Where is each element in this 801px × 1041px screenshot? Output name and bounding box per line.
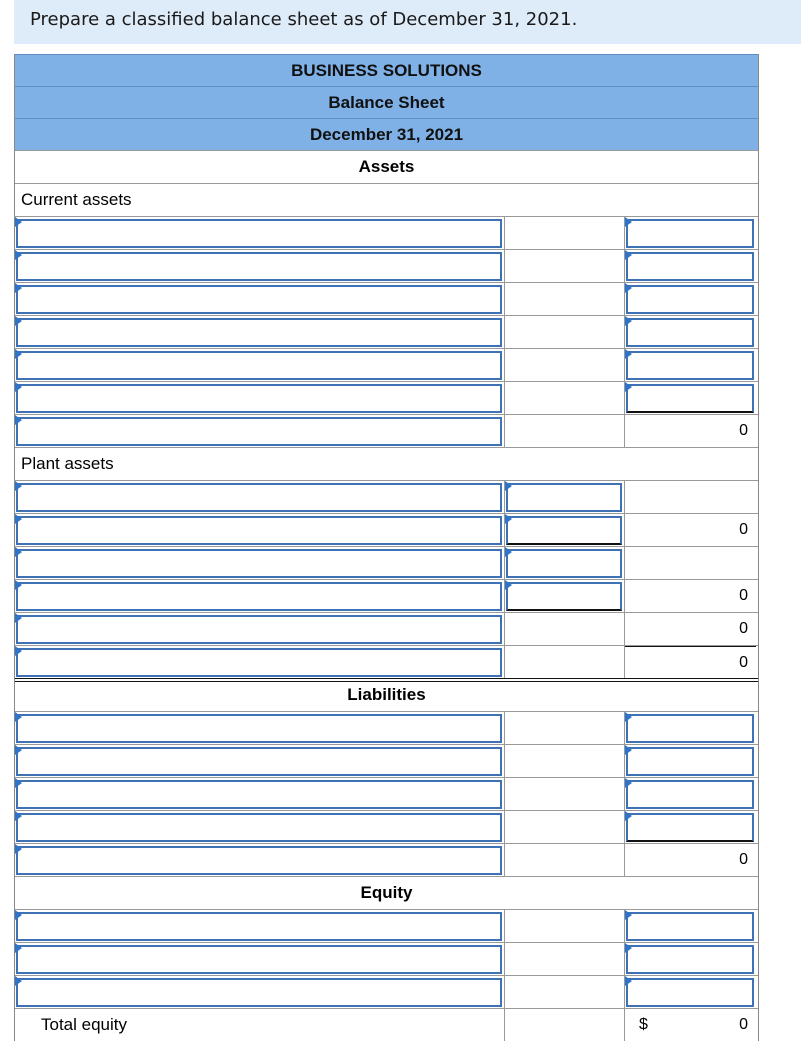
dropdown-marker-icon: [15, 514, 22, 524]
amount-input[interactable]: [626, 912, 754, 941]
dropdown-marker-icon: [15, 250, 22, 260]
total-label-input[interactable]: [16, 417, 502, 446]
total-label-input[interactable]: [16, 648, 502, 677]
current-asset-row: [15, 381, 758, 414]
dropdown-marker-icon: [15, 382, 22, 392]
dropdown-marker-icon: [15, 415, 22, 425]
company-name: BUSINESS SOLUTIONS: [15, 54, 758, 86]
account-name-input[interactable]: [16, 747, 502, 776]
total-assets-value: 0: [739, 654, 748, 671]
account-name-input[interactable]: [16, 483, 502, 512]
dropdown-marker-icon: [625, 217, 632, 227]
account-name-input[interactable]: [16, 813, 502, 842]
liability-row: [15, 744, 758, 777]
liability-row: [15, 777, 758, 810]
total-label-input[interactable]: [16, 846, 502, 875]
liability-row: [15, 810, 758, 843]
liabilities-total-row: [15, 843, 758, 876]
dropdown-marker-icon: [15, 910, 22, 920]
plant-assets-total: 0: [739, 620, 748, 637]
liabilities-heading: Liabilities: [15, 678, 758, 711]
account-name-input[interactable]: [16, 780, 502, 809]
account-name-input[interactable]: [16, 714, 502, 743]
current-asset-row: [15, 216, 758, 249]
instruction-banner: [14, 0, 801, 44]
dropdown-marker-icon: [15, 778, 22, 788]
statement-date: December 31, 2021: [15, 118, 758, 150]
dropdown-marker-icon: [15, 217, 22, 227]
current-asset-row: [15, 282, 758, 315]
account-name-input[interactable]: [16, 549, 502, 578]
dropdown-marker-icon: [625, 712, 632, 722]
amount-input[interactable]: [626, 285, 754, 314]
balance-sheet-table: [14, 54, 759, 1041]
total-assets-row: [15, 645, 758, 678]
plant-asset-row: [15, 546, 758, 579]
plant-asset-row: [15, 513, 758, 546]
plant-net-value: 0: [739, 587, 748, 604]
dropdown-marker-icon: [15, 844, 22, 854]
current-assets-total: 0: [739, 422, 748, 439]
statement-title: Balance Sheet: [15, 86, 758, 118]
dropdown-marker-icon: [15, 613, 22, 623]
dropdown-marker-icon: [15, 811, 22, 821]
amount-input[interactable]: [506, 516, 622, 545]
amount-input[interactable]: [506, 582, 622, 611]
dropdown-marker-icon: [15, 580, 22, 590]
instruction-text: Prepare a classified balance sheet as of December 31, 2021.: [30, 9, 578, 30]
dropdown-marker-icon: [15, 316, 22, 326]
amount-input[interactable]: [626, 384, 754, 413]
total-equity-value: 0: [739, 1016, 748, 1033]
dropdown-marker-icon: [15, 283, 22, 293]
account-name-input[interactable]: [16, 582, 502, 611]
dropdown-marker-icon: [625, 778, 632, 788]
plant-assets-label: Plant assets: [15, 447, 758, 480]
dropdown-marker-icon: [15, 745, 22, 755]
dropdown-marker-icon: [625, 283, 632, 293]
dropdown-marker-icon: [505, 547, 512, 557]
amount-input[interactable]: [626, 252, 754, 281]
dropdown-marker-icon: [15, 481, 22, 491]
dropdown-marker-icon: [15, 349, 22, 359]
account-name-input[interactable]: [16, 252, 502, 281]
account-name-input[interactable]: [16, 285, 502, 314]
amount-input[interactable]: [626, 318, 754, 347]
dropdown-marker-icon: [15, 976, 22, 986]
total-label-input[interactable]: [16, 615, 502, 644]
dropdown-marker-icon: [505, 481, 512, 491]
dropdown-marker-icon: [625, 943, 632, 953]
current-assets-label: Current assets: [15, 183, 758, 216]
assets-heading: Assets: [15, 150, 758, 183]
equity-heading: Equity: [15, 876, 758, 909]
account-name-input[interactable]: [16, 945, 502, 974]
equity-row: [15, 942, 758, 975]
account-name-input[interactable]: [16, 912, 502, 941]
account-name-input[interactable]: [16, 384, 502, 413]
dropdown-marker-icon: [625, 349, 632, 359]
amount-input[interactable]: [626, 714, 754, 743]
amount-input[interactable]: [626, 978, 754, 1007]
account-name-input[interactable]: [16, 318, 502, 347]
amount-input[interactable]: [626, 945, 754, 974]
account-name-input[interactable]: [16, 219, 502, 248]
total-equity-row: [15, 1008, 758, 1041]
currency-symbol: $: [639, 1016, 648, 1033]
current-asset-row: [15, 315, 758, 348]
current-assets-total-row: [15, 414, 758, 447]
equity-row: [15, 975, 758, 1008]
dropdown-marker-icon: [625, 745, 632, 755]
plant-asset-row: [15, 480, 758, 513]
current-asset-row: [15, 348, 758, 381]
account-name-input[interactable]: [16, 516, 502, 545]
dropdown-marker-icon: [625, 811, 632, 821]
dropdown-marker-icon: [505, 580, 512, 590]
account-name-input[interactable]: [16, 351, 502, 380]
amount-input[interactable]: [626, 747, 754, 776]
plant-net-value: 0: [739, 521, 748, 538]
dropdown-marker-icon: [15, 646, 22, 656]
dropdown-marker-icon: [505, 514, 512, 524]
current-asset-row: [15, 249, 758, 282]
amount-input[interactable]: [626, 780, 754, 809]
amount-input[interactable]: [506, 483, 622, 512]
amount-input[interactable]: [506, 549, 622, 578]
dropdown-marker-icon: [625, 316, 632, 326]
dropdown-marker-icon: [625, 910, 632, 920]
amount-input[interactable]: [626, 813, 754, 842]
dropdown-marker-icon: [15, 943, 22, 953]
plant-assets-total-row: [15, 612, 758, 645]
amount-input[interactable]: [626, 351, 754, 380]
dropdown-marker-icon: [625, 382, 632, 392]
account-name-input[interactable]: [16, 978, 502, 1007]
plant-asset-row: [15, 579, 758, 612]
total-equity-label: Total equity: [41, 1015, 127, 1034]
liability-row: [15, 711, 758, 744]
liabilities-total: 0: [739, 851, 748, 868]
amount-input[interactable]: [626, 219, 754, 248]
equity-row: [15, 909, 758, 942]
dropdown-marker-icon: [15, 547, 22, 557]
dropdown-marker-icon: [625, 976, 632, 986]
dropdown-marker-icon: [15, 712, 22, 722]
dropdown-marker-icon: [625, 250, 632, 260]
